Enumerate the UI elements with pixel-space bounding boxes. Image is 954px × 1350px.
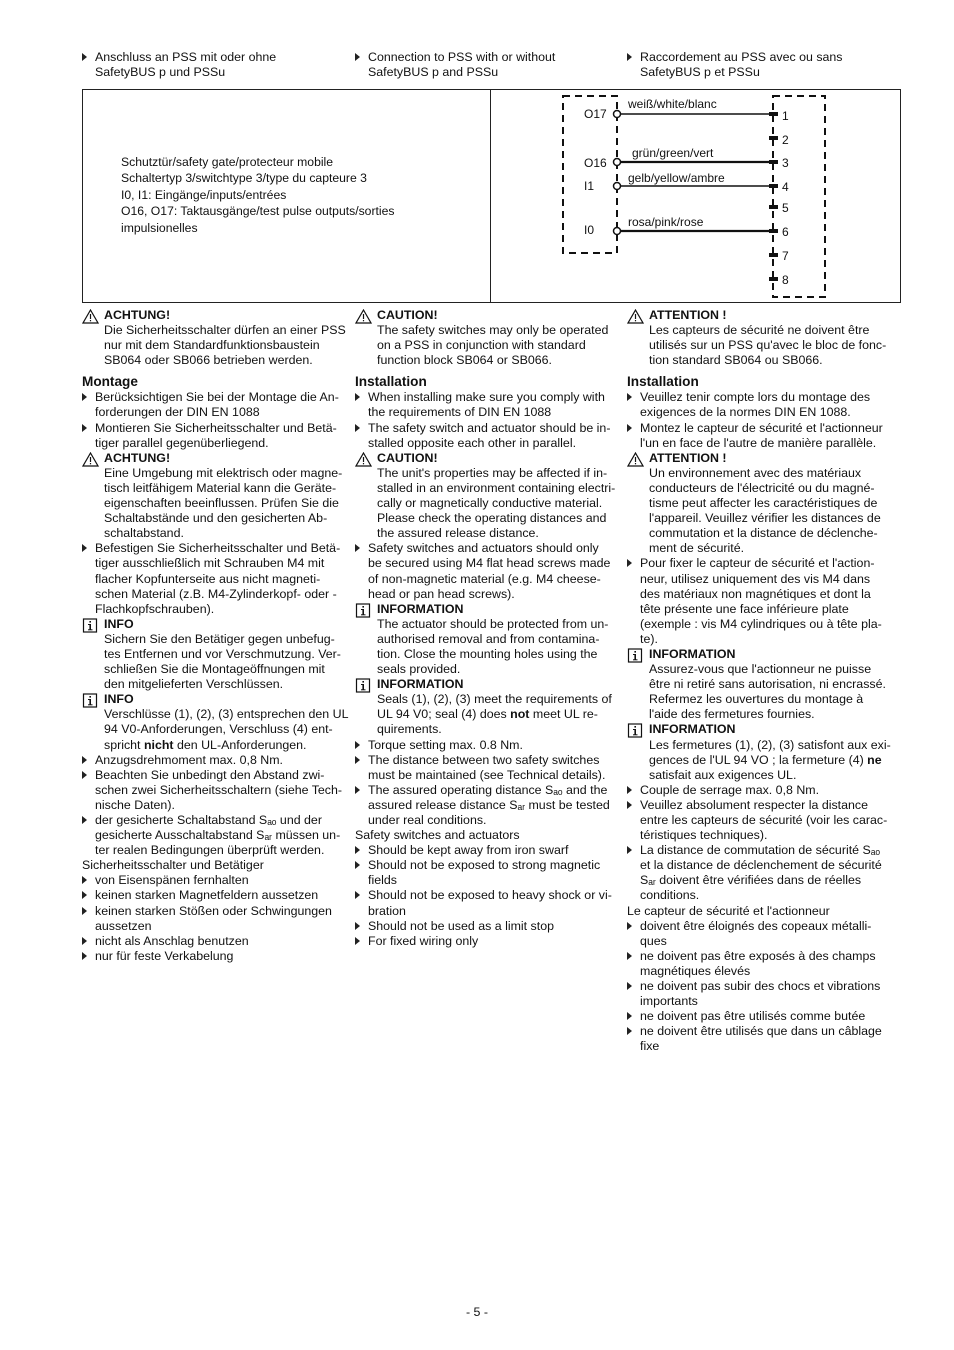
bullet-arrow-icon	[355, 53, 360, 61]
text-segment: satisfait aux exigences UL.	[649, 767, 797, 782]
pin-label: 7	[782, 249, 789, 263]
text-segment: Montieren Sie Sicherheitsschalter und Betä- tiger parallel gegenüberliegend.	[95, 420, 337, 450]
text-segment: Beachten Sie unbedingt den Abstand zwi- schen zwei Sicherheitsschaltern (siehe Tech- nische Daten).	[95, 767, 343, 812]
warning-triangle-icon	[355, 309, 372, 324]
bullet-arrow-icon	[82, 756, 87, 764]
text-segment: keinen starken Stößen oder Schwingungen aussetzen	[95, 903, 332, 933]
wiring-diagram	[83, 90, 900, 302]
paragraph	[355, 828, 627, 843]
bullet-arrow-icon	[82, 937, 87, 945]
bullet-arrow-icon	[627, 53, 632, 61]
pin-label: 3	[782, 156, 789, 170]
bullet-item	[355, 919, 627, 934]
note-title: INFORMATION	[649, 646, 736, 661]
pin-label: 8	[782, 273, 789, 287]
info-note	[82, 617, 354, 692]
bullet-text: Anschluss an PSS mit oder ohne SafetyBUS p und PSSu	[95, 50, 277, 80]
warning-note	[355, 451, 627, 542]
bullet-item	[82, 421, 354, 451]
pin-label: 2	[782, 133, 789, 147]
screw-terminal-icon	[614, 111, 621, 118]
note-body	[649, 662, 899, 722]
bullet-arrow-icon	[82, 891, 87, 899]
bullet-item	[82, 813, 354, 858]
pin-label: 4	[782, 180, 789, 194]
screw-terminal-icon	[614, 183, 621, 190]
section-heading: Montage	[82, 374, 138, 390]
text-segment: La distance de commutation de sécurité Sₐₒ et la distance de déclenchement de sécurité Sₐᵣ doivent être vérifiées dans de réelles conditions.	[640, 843, 882, 903]
pin-icon	[769, 205, 778, 209]
bullet-item	[627, 1009, 899, 1024]
page-number: - 5 -	[465, 1305, 489, 1319]
text-segment: ne doivent pas être exposés à des champs magnétiques élevés	[640, 948, 876, 978]
bullet-item	[627, 843, 899, 903]
bullet-item	[627, 798, 899, 843]
note-body	[377, 692, 627, 737]
bullet-arrow-icon	[627, 1012, 632, 1020]
figure-legend: Schutztür/safety gate/protecteur mobile Schaltertyp 3/switchtype 3/type du capteure 3 I0, I1: Eingänge/inputs/entrées O16, O17: Taktausgänge/test pulse outputs/sorties impulsionelles	[121, 155, 395, 235]
text-segment: Torque setting max. 0.8 Nm.	[368, 737, 523, 752]
terminal-label: I1	[584, 179, 595, 193]
bullet-item	[627, 979, 899, 1009]
bullet-item	[627, 1024, 899, 1054]
note-body	[377, 617, 627, 677]
bullet-arrow-icon	[355, 861, 360, 869]
bullet-arrow-icon	[627, 786, 632, 794]
bullet-item	[355, 753, 627, 783]
bullet-item	[627, 783, 899, 798]
note-title: INFO	[104, 692, 134, 707]
text-segment: Should be kept away from iron swarf	[368, 843, 569, 858]
bullet-arrow-icon	[355, 756, 360, 764]
pin-icon	[769, 136, 778, 140]
text-segment: von Eisenspänen fernhalten	[95, 873, 249, 888]
pin-label: 5	[782, 201, 789, 215]
bullet-arrow-icon	[627, 952, 632, 960]
note-body: The unit's properties may be affected if in- stalled in an environment containing electri- cally or magnetically conductive material. Please check the operating distances and the assured release distance.	[377, 465, 616, 541]
note-body: Eine Umgebung mit elektrisch oder magne- tisch leitfähigem Material kann die Geräte- eigenschaften beeinflussen. Prüfen Sie die Schaltabstände und den gesicherten Ab- schaltabstand.	[104, 465, 343, 541]
bullet-arrow-icon	[627, 982, 632, 990]
terminal-label: I0	[584, 223, 595, 237]
text-segment: When installing make sure you comply with the requirements of DIN EN 1088	[368, 390, 605, 420]
bullet-arrow-icon	[355, 891, 360, 899]
pin-icon	[769, 277, 778, 281]
section-heading: Installation	[355, 374, 427, 390]
text-segment: doivent être éloignés des copeaux métalli- ques	[640, 918, 872, 948]
bullet-arrow-icon	[355, 846, 360, 854]
note-title: CAUTION!	[377, 450, 438, 465]
pin-icon	[769, 253, 778, 257]
text-segment: Seals (1), (2), (3) meet the requirements of UL 94 V0; seal (4) does	[377, 692, 612, 722]
note-title: INFORMATION	[377, 677, 464, 692]
warning-note	[627, 451, 899, 557]
connector-box-outline	[773, 96, 825, 297]
column-english	[355, 308, 627, 949]
text-segment: Montez le capteur de sécurité et l'actionneur l'un en face de l'autre de manière parallèle.	[640, 420, 883, 450]
bullet-arrow-icon	[627, 393, 632, 401]
column-german	[82, 308, 354, 964]
warning-note	[627, 308, 899, 368]
wire-label: weiß/white/blanc	[628, 97, 717, 111]
bullet-arrow-icon	[82, 424, 87, 432]
bullet-item	[627, 421, 899, 451]
pin-icon	[769, 160, 778, 164]
bullet-item	[355, 888, 627, 918]
bullet-arrow-icon	[355, 424, 360, 432]
warning-note	[82, 308, 354, 368]
warning-note	[82, 451, 354, 542]
note-title: INFORMATION	[377, 601, 464, 616]
bullet-item	[355, 783, 627, 828]
warning-triangle-icon	[355, 452, 372, 467]
top-bullet-fr	[627, 50, 899, 80]
text-segment: The safety switch and actuator should be in- stalled opposite each other in parallel.	[368, 420, 611, 450]
info-icon	[627, 648, 644, 663]
warning-triangle-icon	[627, 309, 644, 324]
text-segment: Safety switches and actuators	[355, 828, 520, 843]
text-segment: ne doivent pas être utilisés comme butée	[640, 1009, 866, 1024]
bullet-item	[82, 904, 354, 934]
bullet-arrow-icon	[355, 922, 360, 930]
pin-label: 1	[782, 109, 789, 123]
text-segment: Sichern Sie den Betätiger gegen unbefug- tes Entfernen und vor Verschmutzung. Ver- schließen Sie die Montageöffnungen mit den mitgelieferten Verschlüssen.	[104, 631, 341, 692]
wiring-figure	[82, 89, 901, 303]
text-segment: den UL-Anforderungen.	[173, 737, 307, 752]
bullet-arrow-icon	[627, 922, 632, 930]
warning-note	[355, 308, 627, 368]
text-segment: Le capteur de sécurité et l'actionneur	[627, 903, 830, 918]
text-segment: Veuillez tenir compte lors du montage des exigences de la normes DIN EN 1088.	[640, 390, 871, 420]
note-body: Die Sicherheitsschalter dürfen an einer PSS nur mit dem Standardfunktionsbaustein SB064 oder SB066 betrieben werden.	[104, 323, 346, 368]
bullet-arrow-icon	[355, 544, 360, 552]
text-segment: Should not be exposed to heavy shock or vi- bration	[368, 888, 612, 918]
text-segment: Verschlüsse (1), (2), (3) entsprechen den UL 94 V0-Anforderungen, Verschluss (4) ent- spricht	[104, 707, 349, 752]
pin-label: 6	[782, 225, 789, 239]
text-segment: nicht als Anschlag benutzen	[95, 933, 249, 948]
text-segment: meet UL re- quirements.	[377, 707, 598, 737]
emphasis-text: nicht	[143, 737, 174, 752]
bullet-item	[355, 843, 627, 858]
note-body	[104, 707, 354, 752]
text-segment: ne doivent pas subir des chocs et vibrations importants	[640, 979, 881, 1009]
info-note	[627, 647, 899, 722]
note-body: Un environnement avec des matériaux conducteurs de l'électricité ou du magné- tisme peut affecter les caractéristiques de l'appareil. Veuillez vérifier les distances de commutation et la distance de déclenche- ment de sécurité.	[649, 465, 881, 556]
text-segment: Safety switches and actuators should only be secured using M4 flat head screws made of non-magnetic material (e.g. M4 cheese- head or pan head screws).	[368, 541, 611, 601]
note-title: ATTENTION !	[649, 450, 727, 465]
pin-icon	[769, 184, 778, 188]
info-icon	[355, 603, 372, 618]
note-title: INFORMATION	[649, 722, 736, 737]
bullet-item	[627, 919, 899, 949]
text-segment: Berücksichtigen Sie bei der Montage die An- forderungen der DIN EN 1088	[95, 390, 339, 420]
bullet-arrow-icon	[82, 393, 87, 401]
bullet-item	[627, 556, 899, 647]
text-segment: keinen starken Magnetfeldern aussetzen	[95, 888, 319, 903]
note-body: Les capteurs de sécurité ne doivent être utilisés sur un PSS qu'avec le bloc de fonc- tion standard SB064 ou SB066.	[649, 323, 887, 368]
text-segment: ne doivent être utilisés que dans un câblage fixe	[640, 1024, 882, 1054]
bullet-arrow-icon	[82, 816, 87, 824]
bullet-arrow-icon	[355, 393, 360, 401]
bullet-arrow-icon	[82, 907, 87, 915]
text-segment: The assured operating distance Sₐₒ and the assured release distance Sₐᵣ must be tested under real conditions.	[368, 782, 610, 827]
warning-triangle-icon	[82, 452, 99, 467]
bullet-item	[82, 888, 354, 903]
bullet-item	[355, 390, 627, 420]
text-segment: The actuator should be protected from un- authorised removal and from contamina- tion. Close the mounting holes using the seals provided.	[377, 616, 609, 677]
text-segment: Should not be used as a limit stop	[368, 918, 554, 933]
info-icon	[82, 693, 99, 708]
text-segment: Veuillez absolument respecter la distance entre les capteurs de sécurité (voir les carac- téristiques techniques).	[640, 797, 888, 843]
note-title: ATTENTION !	[649, 308, 727, 322]
emphasis-text: ne	[867, 752, 882, 767]
note-title: ACHTUNG!	[104, 308, 171, 322]
column-french	[627, 308, 899, 1055]
screw-terminal-icon	[614, 159, 621, 166]
note-title: CAUTION!	[377, 308, 438, 322]
top-bullet-en	[355, 50, 627, 80]
bullet-item	[82, 390, 354, 420]
bullet-item	[355, 738, 627, 753]
text-segment: For fixed wiring only	[368, 933, 479, 948]
text-segment: Anzugsdrehmoment max. 0,8 Nm.	[95, 752, 284, 767]
bullet-item	[627, 949, 899, 979]
bullet-arrow-icon	[355, 937, 360, 945]
text-segment: Should not be exposed to strong magnetic fields	[368, 858, 601, 888]
section-heading: Installation	[627, 374, 699, 390]
bullet-item	[627, 390, 899, 420]
bullet-text: Raccordement au PSS avec ou sans SafetyBUS p et PSSu	[640, 50, 843, 80]
terminal-label: O17	[584, 107, 607, 121]
bullet-arrow-icon	[82, 544, 87, 552]
bullet-item	[82, 541, 354, 616]
wire-label: gelb/yellow/ambre	[628, 171, 725, 185]
bullet-arrow-icon	[82, 771, 87, 779]
bullet-item	[82, 753, 354, 768]
note-title: INFO	[104, 616, 134, 631]
text-segment: Sicherheitsschalter und Betätiger	[82, 858, 264, 873]
text-segment: Befestigen Sie Sicherheitsschalter und Betä- tiger ausschließlich mit Schrauben M4 mit flacher Kopfunterseite aus nicht magneti- schen Material (z.B. M4-Zylinderkopf- oder - Flachkopfschrauben).	[95, 541, 341, 616]
note-body: The safety switches may only be operated on a PSS in conjunction with standard function block SB064 or SB066.	[377, 323, 609, 368]
bullet-item	[82, 768, 354, 813]
note-body	[104, 632, 354, 692]
top-bullet-de	[82, 50, 354, 80]
bullet-item	[82, 949, 354, 964]
text-segment: Pour fixer le capteur de sécurité et l'action- neur, utilisez uniquement des vis M4 dans des matériaux non magnétiques et dont la tête présente une face inférieure plate (exemple : vis M4 cylindriques ou à tête pla- te).	[640, 556, 882, 646]
info-icon	[82, 618, 99, 633]
screw-terminal-icon	[614, 228, 621, 235]
text-segment: der gesicherte Schaltabstand Sₐₒ und der gesicherte Ausschaltabstand Sₐᵣ müssen un- ter realen Bedingungen überprüft werden.	[95, 813, 341, 858]
pin-icon	[769, 229, 778, 233]
bullet-arrow-icon	[627, 424, 632, 432]
note-body	[649, 738, 899, 783]
wire-label: rosa/pink/rose	[628, 215, 704, 229]
bullet-arrow-icon	[82, 53, 87, 61]
bullet-arrow-icon	[82, 876, 87, 884]
text-segment: Assurez-vous que l'actionneur ne puisse être ni retiré sans autorisation, ni encrassé. Refermez les ouvertures du montage à l'aide des fermetures fournies.	[649, 662, 886, 722]
terminal-label: O16	[584, 156, 607, 170]
bullet-item	[82, 873, 354, 888]
wire-label: grün/green/vert	[632, 146, 714, 160]
info-note	[627, 722, 899, 782]
warning-triangle-icon	[627, 452, 644, 467]
bullet-item	[355, 934, 627, 949]
bullet-item	[82, 934, 354, 949]
paragraph	[82, 858, 354, 873]
paragraph	[627, 904, 899, 919]
bullet-arrow-icon	[82, 952, 87, 960]
bullet-arrow-icon	[627, 801, 632, 809]
bullet-item	[355, 421, 627, 451]
note-title: ACHTUNG!	[104, 450, 171, 465]
bullet-text: Connection to PSS with or without SafetyBUS p and PSSu	[368, 50, 556, 80]
pin-icon	[769, 112, 778, 116]
bullet-item	[355, 858, 627, 888]
info-icon	[627, 723, 644, 738]
info-note	[355, 677, 627, 737]
info-note	[82, 692, 354, 752]
bullet-arrow-icon	[355, 741, 360, 749]
bullet-arrow-icon	[355, 786, 360, 794]
bullet-arrow-icon	[627, 846, 632, 854]
bullet-arrow-icon	[627, 559, 632, 567]
warning-triangle-icon	[82, 309, 99, 324]
text-segment: Couple de serrage max. 0,8 Nm.	[640, 782, 820, 797]
bullet-arrow-icon	[627, 1027, 632, 1035]
info-icon	[355, 678, 372, 693]
bullet-item	[355, 541, 627, 601]
emphasis-text: not	[510, 707, 530, 722]
text-segment: Les fermetures (1), (2), (3) satisfont aux exi- gences de l'UL 94 VO ; la fermeture (4)	[649, 737, 891, 767]
text-segment: nur für feste Verkabelung	[95, 948, 234, 963]
info-note	[355, 602, 627, 677]
text-segment: The distance between two safety switches must be maintained (see Technical details).	[368, 752, 606, 782]
